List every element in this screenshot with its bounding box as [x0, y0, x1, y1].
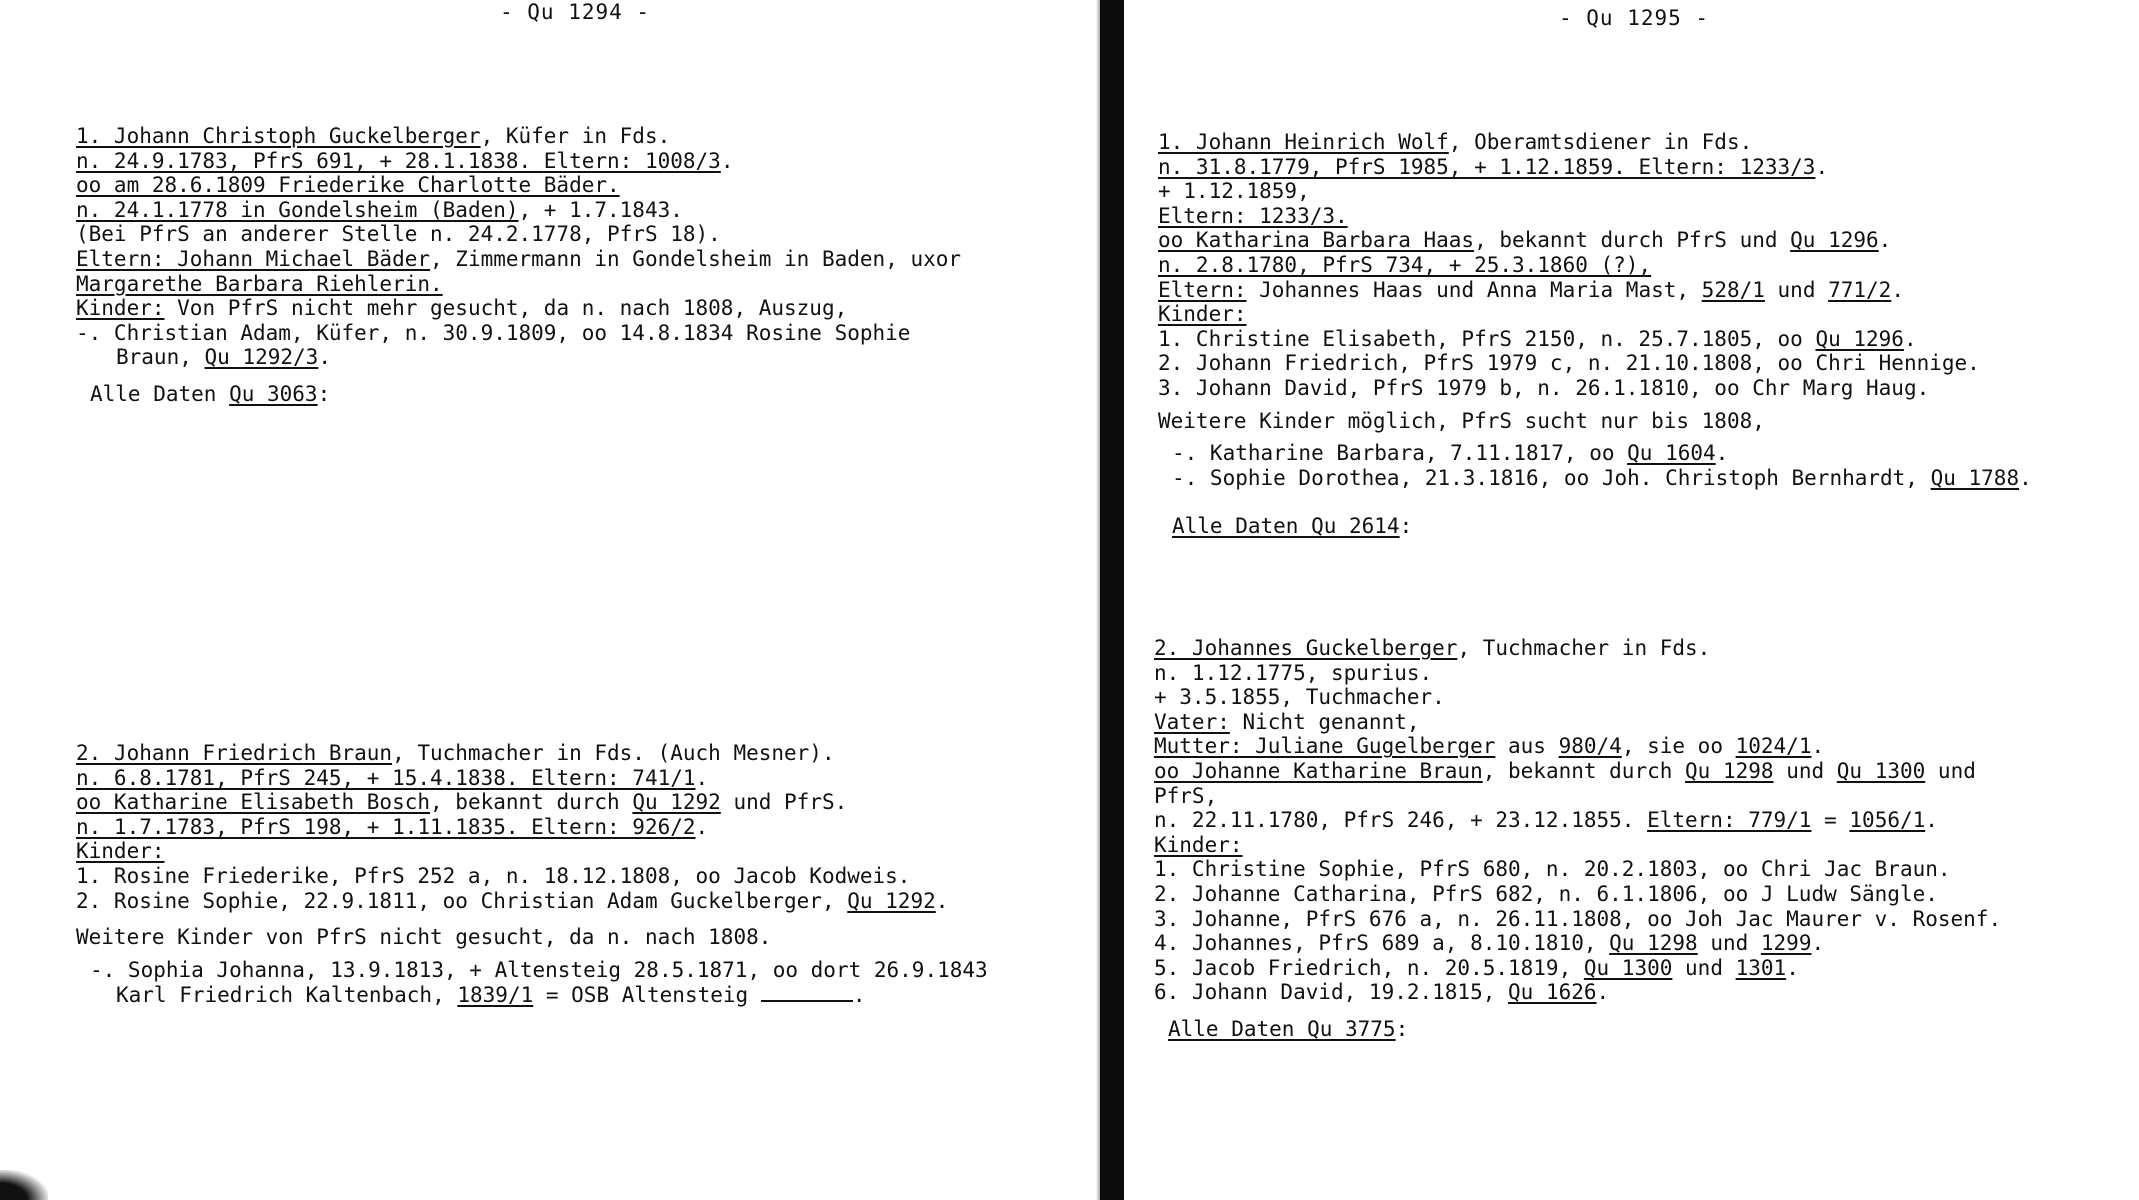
blank-line	[761, 982, 853, 1002]
child-line: 5. Jacob Friedrich, n. 20.5.1819, Qu 1300 und 1301.	[1154, 955, 1799, 980]
child-line: -. Christian Adam, Küfer, n. 30.9.1809, oo 14.8.1834 Rosine Sophie	[76, 320, 911, 345]
spouse-birth-line: n. 2.8.1780, PfrS 734, + 25.3.1860 (?),	[1158, 252, 1652, 277]
children-label: Kinder:	[1154, 832, 1243, 857]
child-line: 2. Johann Friedrich, PfrS 1979 c, n. 21.10.1808, oo Chri Hennige.	[1158, 351, 1980, 376]
child-line: -. Sophia Johanna, 13.9.1813, + Altensteig 28.5.1871, oo dort 26.9.1843	[90, 957, 988, 982]
scan-shadow	[0, 1170, 48, 1200]
child-line: 3. Johanne, PfrS 676 a, n. 26.11.1808, oo Joh Jac Maurer v. Rosenf.	[1154, 906, 2002, 931]
right-entry-1	[1158, 130, 2032, 539]
note-line: Weitere Kinder von PfrS nicht gesucht, da n. nach 1808.	[76, 925, 772, 950]
child-line: 1. Christine Sophie, PfrS 680, n. 20.2.1803, oo Chri Jac Braun.	[1154, 857, 1951, 882]
marriage-line: oo Katharine Elisabeth Bosch, bekannt durch Qu 1292 und PfrS.	[76, 790, 848, 815]
child-line: 1. Christine Elisabeth, PfrS 2150, n. 25.7.1805, oo Qu 1296.	[1158, 326, 1917, 351]
child-line: 4. Johannes, PfrS 689 a, 8.10.1810, Qu 1298 und 1299.	[1154, 931, 1825, 956]
father-line: Vater: Nicht genannt,	[1154, 709, 1420, 734]
right-page-number: - Qu 1295 -	[1559, 6, 1710, 30]
book-spine	[1100, 0, 1124, 1200]
death-line: + 1.12.1859,	[1158, 179, 1310, 204]
birth-line: n. 6.8.1781, PfrS 245, + 15.4.1838. Eltern: 741/1.	[76, 765, 709, 790]
left-page-number: - Qu 1294 -	[500, 0, 651, 24]
child-line-cont: Braun, Qu 1292/3.	[116, 345, 331, 370]
children-line: Kinder: Von PfrS nicht mehr gesucht, da n. nach 1808, Auszug,	[76, 296, 848, 321]
spouse-parents-line: Eltern: Johannes Haas und Anna Maria Mast, 528/1 und 771/2.	[1158, 277, 1904, 302]
child-line: 2. Johanne Catharina, PfrS 682, n. 6.1.1806, oo J Ludw Sängle.	[1154, 881, 1938, 906]
parents-line: Eltern: Johann Michael Bäder, Zimmermann in Gondelsheim in Baden, uxor	[76, 246, 962, 271]
marriage-line: oo Johanne Katharine Braun, bekannt durch Qu 1298 und Qu 1300 und	[1154, 758, 1976, 783]
entry-heading: 1. Johann Heinrich Wolf, Oberamtsdiener in Fds.	[1158, 130, 1753, 154]
all-data-line: Alle Daten Qu 2614:	[1172, 514, 1413, 539]
child-line-cont: Karl Friedrich Kaltenbach, 1839/1 = OSB Altensteig .	[116, 983, 866, 1008]
entry-heading: 2. Johann Friedrich Braun, Tuchmacher in Fds. (Auch Mesner).	[76, 741, 835, 765]
mother-line: Mutter: Juliane Gugelberger aus 980/4, sie oo 1024/1.	[1154, 734, 1825, 759]
entry-heading: 2. Johannes Guckelberger, Tuchmacher in Fds.	[1154, 636, 1711, 660]
children-label: Kinder:	[76, 839, 165, 864]
child-line: 3. Johann David, PfrS 1979 b, n. 26.1.1810, oo Chr Marg Haug.	[1158, 375, 1930, 400]
right-page	[1124, 0, 2139, 1200]
note-line: Weitere Kinder möglich, PfrS sucht nur bis 1808,	[1158, 408, 1765, 433]
marriage-line: oo am 28.6.1809 Friederike Charlotte Bäder.	[76, 173, 620, 198]
parents-line: Eltern: 1233/3.	[1158, 203, 1348, 228]
all-data-line: Alle Daten Qu 3775:	[1168, 1016, 1409, 1041]
entry-heading: 1. Johann Christoph Guckelberger, Küfer in Fds.	[76, 124, 671, 148]
all-data-line: Alle Daten Qu 3063:	[90, 381, 331, 406]
death-line: + 3.5.1855, Tuchmacher.	[1154, 685, 1445, 710]
left-entry-2	[76, 741, 988, 1007]
child-line: 2. Rosine Sophie, 22.9.1811, oo Christian Adam Guckelberger, Qu 1292.	[76, 888, 949, 913]
child-line: -. Sophie Dorothea, 21.3.1816, oo Joh. Christoph Bernhardt, Qu 1788.	[1172, 465, 2032, 490]
child-line: 1. Rosine Friederike, PfrS 252 a, n. 18.12.1808, oo Jacob Kodweis.	[76, 863, 911, 888]
child-line: -. Katharine Barbara, 7.11.1817, oo Qu 1604.	[1172, 441, 1729, 466]
birth-line: n. 24.9.1783, PfrS 691, + 28.1.1838. Eltern: 1008/3.	[76, 148, 734, 173]
spouse-birth-line: n. 24.1.1778 in Gondelsheim (Baden), + 1.7.1843.	[76, 197, 683, 222]
right-entry-2	[1154, 636, 2001, 1042]
birth-line: n. 1.12.1775, spurius.	[1154, 660, 1433, 685]
child-line: 6. Johann David, 19.2.1815, Qu 1626.	[1154, 980, 1610, 1005]
spouse-birth-line: n. 1.7.1783, PfrS 198, + 1.11.1835. Eltern: 926/2.	[76, 814, 709, 839]
children-label: Kinder:	[1158, 302, 1247, 327]
marriage-line-cont: PfrS,	[1154, 783, 1218, 808]
spouse-birth-line: n. 22.11.1780, PfrS 246, + 23.12.1855. Eltern: 779/1 = 1056/1.	[1154, 808, 1938, 833]
marriage-line: oo Katharina Barbara Haas, bekannt durch PfrS und Qu 1296.	[1158, 228, 1892, 253]
birth-line: n. 31.8.1779, PfrS 1985, + 1.12.1859. Eltern: 1233/3.	[1158, 154, 1829, 179]
parents-line-cont: Margarethe Barbara Riehlerin.	[76, 271, 443, 296]
left-entry-1	[76, 124, 961, 407]
note-line: (Bei PfrS an anderer Stelle n. 24.2.1778, PfrS 18).	[76, 222, 721, 247]
